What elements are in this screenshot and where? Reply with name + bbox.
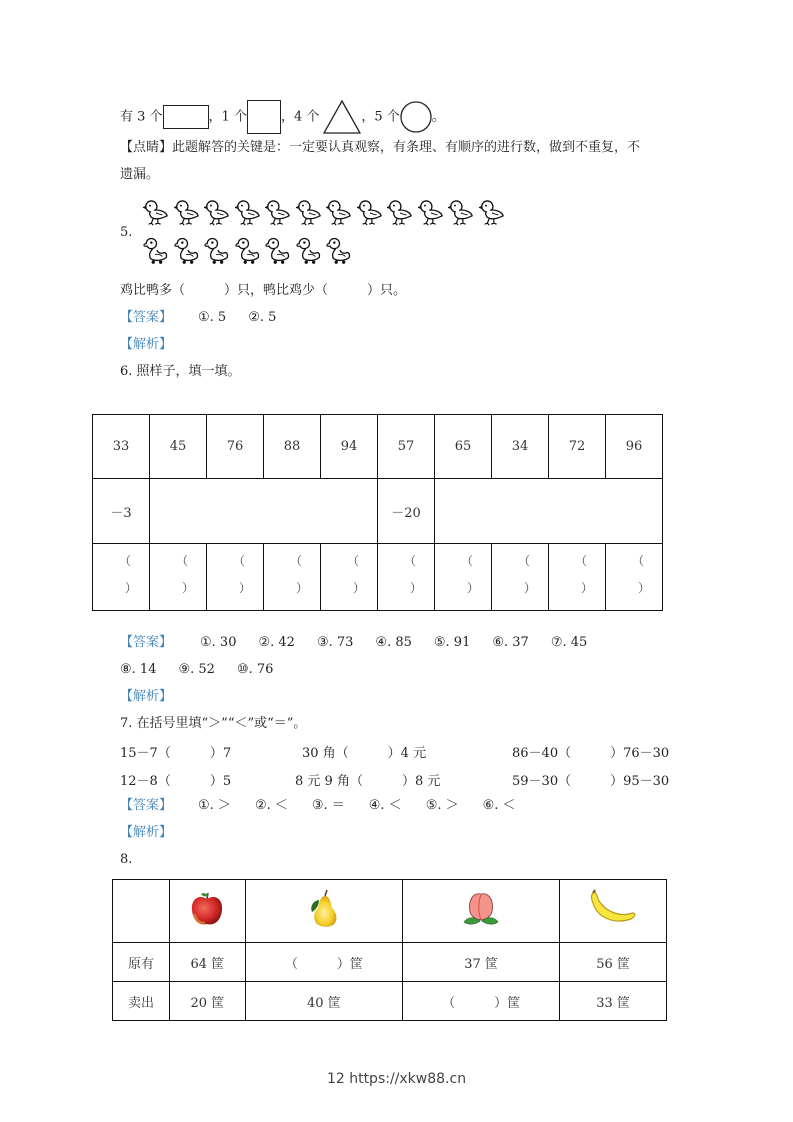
duck-row: [143, 236, 353, 266]
q6-answer-blank[interactable]: [378, 544, 435, 611]
q8-fruit-cell-peach: [402, 880, 559, 943]
pear-icon: [306, 888, 342, 930]
answer-8: ⑧. 14: [120, 662, 157, 677]
close-paren: ）: [182, 581, 195, 595]
q6-number-cell: 34: [492, 415, 549, 479]
q6-answer-blank[interactable]: [207, 544, 264, 611]
q6-title: 6. 照样子，填一填。: [120, 364, 241, 379]
q7-answer-line: [120, 797, 516, 815]
shape-count-line: [120, 100, 445, 134]
q8-cell: 56 筐: [560, 943, 667, 982]
q6-numbers-row: [93, 415, 663, 479]
q8-fruit-cell-apple: [170, 880, 246, 943]
open-paren: （: [119, 554, 132, 568]
answer-10: ⑩. 76: [236, 662, 274, 677]
q8-cell: 64 筐: [170, 943, 246, 982]
square-shape-icon: [247, 100, 281, 134]
answer-label: 【答案】: [120, 310, 173, 325]
q8-original-row: [113, 943, 667, 982]
q6-number-cell: 94: [321, 415, 378, 479]
chick-icon: [357, 198, 384, 228]
q6-operation-minus20: －20: [378, 479, 435, 544]
q6-number-cell: 88: [264, 415, 321, 479]
q6-number-cell: 45: [150, 415, 207, 479]
duck-icon: [296, 236, 323, 266]
close-paren: ）: [296, 581, 309, 595]
open-paren: （: [632, 554, 645, 568]
shape-count-text-3: ，4 个: [280, 109, 320, 125]
answer-9: ⑨. 52: [178, 662, 215, 677]
tip-text: 此题解答的关键是：一定要认真观察，有条理、有顺序的进行数，做到不重复，不: [172, 140, 641, 155]
q5-number: 5.: [120, 225, 133, 240]
q8-cell: （ ）筐: [402, 982, 559, 1021]
duck-icon: [143, 236, 170, 266]
answer-2: ②. 5: [248, 310, 277, 325]
answer-1: ①. 30: [200, 635, 237, 650]
q5-answer-line: [120, 309, 276, 327]
q8-cell: （ ）筐: [245, 943, 402, 982]
open-paren: （: [575, 554, 588, 568]
answer-label: 【答案】: [120, 798, 173, 813]
answer-1: ①. 5: [198, 310, 227, 325]
chick-row: [143, 198, 505, 228]
answer-5: ⑤. 91: [433, 635, 471, 650]
open-paren: （: [290, 554, 303, 568]
apple-icon: [189, 890, 225, 928]
chick-icon: [204, 198, 231, 228]
q8-row-label: 卖出: [113, 982, 170, 1021]
chick-icon: [296, 198, 323, 228]
q6-blank-merged: [150, 479, 378, 544]
open-paren: （: [518, 554, 531, 568]
answer-3: ③. 73: [316, 635, 354, 650]
chick-icon: [448, 198, 475, 228]
q8-row-label: 原有: [113, 943, 170, 982]
q8-cell: 33 筐: [560, 982, 667, 1021]
duck-icon: [204, 236, 231, 266]
circle-shape-icon: [400, 101, 432, 133]
q8-cell: 40 筐: [245, 982, 402, 1021]
chick-icon: [265, 198, 292, 228]
q6-number-cell: 57: [378, 415, 435, 479]
close-paren: ）: [125, 581, 138, 595]
q6-answer-blank[interactable]: [549, 544, 606, 611]
answer-label: 【答案】: [120, 635, 173, 650]
q6-answer-blank[interactable]: [150, 544, 207, 611]
q6-answer-line-2: [120, 661, 273, 679]
q8-corner-cell: [113, 880, 170, 943]
q6-number-cell: 96: [606, 415, 663, 479]
tip-label: 【点睛】: [120, 140, 173, 155]
shape-count-text-1: 有 3 个: [120, 109, 163, 125]
answer-3: ③. ＝: [311, 798, 345, 813]
chick-icon: [174, 198, 201, 228]
answer-6: ⑥. 37: [492, 635, 529, 650]
chick-icon: [326, 198, 353, 228]
answer-4: ④. ＜: [368, 798, 402, 813]
q6-number-cell: 65: [435, 415, 492, 479]
q6-answer-blank[interactable]: [93, 544, 150, 611]
q7-item-4: 12－8（ ）5: [120, 774, 232, 789]
q7-item-5: 8 元 9 角（ ）8 元: [295, 774, 441, 789]
q8-cell: 37 筐: [402, 943, 559, 982]
close-paren: ）: [353, 581, 366, 595]
answer-6: ⑥. ＜: [482, 798, 516, 813]
q8-number: 8.: [120, 852, 133, 867]
open-paren: （: [404, 554, 417, 568]
duck-icon: [326, 236, 353, 266]
q6-table: [92, 414, 663, 611]
q7-item-3: 86－40（ ）76－30: [512, 746, 670, 761]
q8-cell: 20 筐: [170, 982, 246, 1021]
q7-item-6: 59－30（ ）95－30: [512, 774, 670, 789]
open-paren: （: [461, 554, 474, 568]
q5-question: 鸡比鸭多（ ）只，鸭比鸡少（ ）只。: [120, 283, 407, 298]
chick-icon: [418, 198, 445, 228]
open-paren: （: [233, 554, 246, 568]
triangle-shape-icon: [323, 100, 361, 134]
close-paren: ）: [467, 581, 480, 595]
q7-item-2: 30 角（ ）4 元: [302, 746, 427, 761]
answer-2: ②. 42: [258, 635, 295, 650]
q8-fruit-cell-pear: [245, 880, 402, 943]
shape-count-text-4: ，5 个: [361, 109, 400, 125]
q6-answer-blank[interactable]: [606, 544, 663, 611]
q6-operation-row: [93, 479, 663, 544]
chick-icon: [143, 198, 170, 228]
q6-answer-blank[interactable]: [435, 544, 492, 611]
tip-paragraph: [120, 139, 640, 157]
answer-7: ⑦. 45: [550, 635, 588, 650]
duck-icon: [174, 236, 201, 266]
close-paren: ）: [410, 581, 423, 595]
answer-5: ⑤. ＞: [425, 798, 459, 813]
q7-analysis-label: 【解析】: [120, 825, 173, 840]
shape-count-text-2: ，1 个: [208, 109, 247, 125]
q7-title: 7. 在括号里填“＞”“＜”或“＝”。: [120, 716, 307, 731]
q8-fruit-table: [112, 879, 667, 1021]
q6-number-cell: 72: [549, 415, 606, 479]
q6-answer-blank[interactable]: [264, 544, 321, 611]
duck-icon: [265, 236, 292, 266]
q6-number-cell: 76: [207, 415, 264, 479]
chick-icon: [235, 198, 262, 228]
open-paren: （: [347, 554, 360, 568]
peach-icon: [460, 890, 502, 928]
open-paren: （: [176, 554, 189, 568]
q7-item-1: 15－7（ ）7: [120, 746, 232, 761]
page-footer: 12 https://xkw88.cn: [326, 1071, 467, 1087]
q8-sold-row: [113, 982, 667, 1021]
q6-answer-line: [120, 634, 587, 652]
q6-answer-blank[interactable]: [321, 544, 378, 611]
q8-fruit-cell-banana: [560, 880, 667, 943]
chick-icon: [387, 198, 414, 228]
duck-icon: [235, 236, 262, 266]
answer-4: ④. 85: [375, 635, 412, 650]
q6-analysis-label: 【解析】: [120, 689, 173, 704]
shape-count-text-5: 。: [431, 109, 445, 125]
rectangle-shape-icon: [163, 105, 209, 129]
answer-2: ②. ＜: [254, 798, 288, 813]
close-paren: ）: [239, 581, 252, 595]
close-paren: ）: [638, 581, 651, 595]
q6-blank-merged: [435, 479, 663, 544]
q6-answer-blank[interactable]: [492, 544, 549, 611]
q6-answer-row: [93, 544, 663, 611]
chick-icon: [479, 198, 506, 228]
close-paren: ）: [524, 581, 537, 595]
q6-operation-minus3: －3: [93, 479, 150, 544]
tip-paragraph-cont: 遗漏。: [120, 167, 160, 182]
q8-fruit-header-row: [113, 880, 667, 943]
answer-1: ①. ＞: [198, 798, 231, 813]
q6-number-cell: 33: [93, 415, 150, 479]
close-paren: ）: [581, 581, 594, 595]
q5-analysis-label: 【解析】: [120, 337, 173, 352]
banana-icon: [587, 889, 639, 929]
